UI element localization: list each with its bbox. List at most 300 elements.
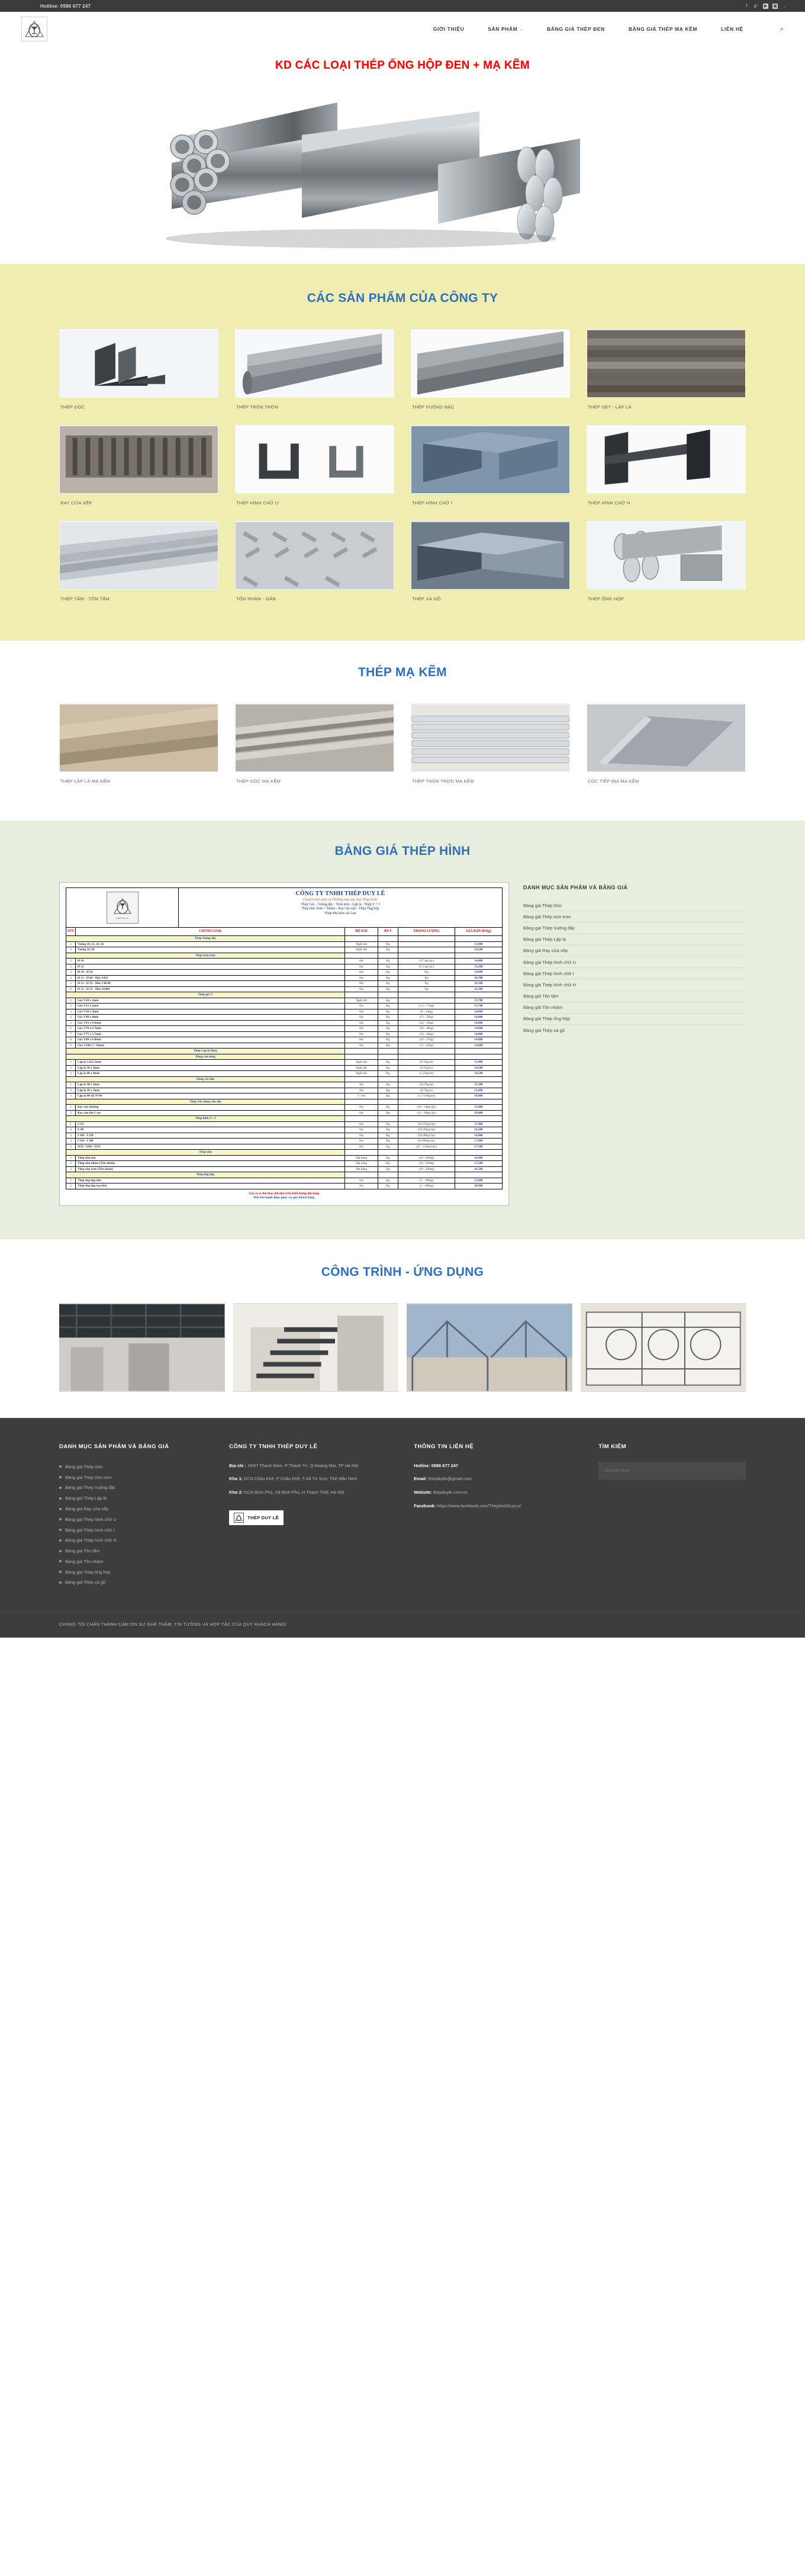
- price-cell: I150 - I200 - I250: [76, 1144, 345, 1150]
- price-sheet: [59, 882, 509, 1206]
- main-navigation[interactable]: [433, 25, 790, 33]
- price-cell: 6m: [345, 975, 378, 981]
- price-cell: 2: [66, 1161, 76, 1167]
- price-cell: 6m: [345, 959, 378, 964]
- price-table: [66, 927, 503, 1189]
- price-cell: [378, 1116, 398, 1122]
- bullet-icon: [59, 1581, 62, 1584]
- price-cell: [398, 1054, 455, 1060]
- bullet-icon: [59, 1550, 62, 1552]
- price-cell: Kg: [378, 1105, 398, 1111]
- footer-catalog-item[interactable]: [59, 1472, 214, 1482]
- footer-catalog-item[interactable]: [59, 1535, 214, 1546]
- nav-item-lien-he[interactable]: [721, 26, 743, 32]
- price-group-row: [66, 1172, 503, 1178]
- price-cell: Góc V70 x 6-7mm: [76, 1026, 345, 1032]
- price-sidebar-item[interactable]: Bảng giá Thép Vuông đặc: [523, 922, 746, 934]
- galvanized-thumbnail: [411, 703, 570, 772]
- price-group-row: [66, 1054, 503, 1060]
- price-cell: 1: [66, 1121, 76, 1127]
- footer-catalog-list[interactable]: [59, 1462, 214, 1588]
- price-cell: Kg: [378, 1065, 398, 1071]
- price-cell: Kg: [378, 1004, 398, 1009]
- price-cell: 6m: [345, 1133, 378, 1139]
- footer-company-column: [229, 1443, 398, 1588]
- price-cell: 9: [66, 1043, 76, 1049]
- price-group-row: [66, 936, 503, 942]
- price-cell: 4: [66, 1015, 76, 1021]
- footer-facebook-label: Facebook:: [414, 1503, 436, 1509]
- product-label: THÉP XÀ GỒ: [412, 596, 441, 602]
- price-cell: [455, 1172, 503, 1178]
- price-cell: 6m: [345, 1110, 378, 1116]
- price-cell: 6m: [345, 986, 378, 992]
- footer-catalog-label: Bảng giá Tôn nhám: [65, 1558, 104, 1564]
- product-thumbnail: [235, 521, 394, 590]
- price-cell: Lập là 1.8x2.5mm: [76, 1060, 345, 1066]
- price-cell: [398, 1150, 455, 1156]
- footer-facebook: [414, 1502, 583, 1510]
- price-cell: Lập là 40 tới 70-80: [76, 1094, 345, 1099]
- price-cell: Kg: [378, 1127, 398, 1133]
- price-cell: (10 - 14kg/cây): [398, 1105, 455, 1111]
- footer-catalog-label: Bảng giá Thép tròn trơn: [65, 1474, 112, 1480]
- product-card[interactable]: [59, 521, 218, 602]
- footer-kho1: [229, 1475, 398, 1483]
- price-cell: 16,500: [455, 1166, 503, 1172]
- price-cell: Kg: [378, 1178, 398, 1184]
- price-cell: Kg: [378, 1060, 398, 1066]
- footer-company-title: CÔNG TY TNHH THÉP DUY LÊ: [229, 1443, 318, 1450]
- footer-catalog-item[interactable]: [59, 1493, 214, 1504]
- nav-item-gioi-thieu[interactable]: [433, 26, 464, 32]
- price-cell: Kg: [378, 1094, 398, 1099]
- col-do-dai: ĐỘ DÀI: [345, 928, 378, 936]
- footer-kho2-value: KCN Bình Phú, Xã Bình Phú, H Thạch Thất, Hà Nội: [244, 1489, 344, 1495]
- footer-catalog-label: Bảng giá Thép hình chữ I: [65, 1527, 115, 1533]
- price-cell: Kg: [398, 970, 455, 976]
- price-row: [66, 1110, 503, 1116]
- price-cell: (10 - 200kg): [398, 1161, 455, 1167]
- price-cell: 3: [66, 1009, 76, 1015]
- price-cell: [378, 1172, 398, 1178]
- price-row: [66, 981, 503, 987]
- footer-hotline-label: Hotline:: [414, 1462, 430, 1468]
- footer-website-value[interactable]: thepduyle.com.vn: [433, 1489, 468, 1495]
- price-cell: Ø 12 - Ø 32 - Mác SS400: [76, 986, 345, 992]
- price-sheet-subtitle: Chuyên Sản xuất và Thương mại các loại Thép hình:: [302, 898, 378, 902]
- bullet-icon: [59, 1476, 62, 1478]
- price-cell: 15,000: [455, 1088, 503, 1094]
- footer-hotline: [414, 1462, 583, 1470]
- price-cell: 14,500: [455, 1065, 503, 1071]
- footer-catalog-label: Bảng giá Thép hình chữ H: [65, 1538, 117, 1543]
- price-cell: 4: [66, 975, 76, 981]
- rss-icon[interactable]: ◞: [784, 4, 785, 8]
- price-cell: [345, 1049, 378, 1054]
- product-thumbnail: [59, 329, 218, 398]
- galvanized-card[interactable]: [587, 703, 746, 784]
- price-section-title: BẢNG GIÁ THÉP HÌNH: [334, 844, 471, 858]
- galvanized-card[interactable]: [411, 703, 570, 784]
- price-cell: Kg: [378, 941, 398, 947]
- price-cell: Kg: [378, 1161, 398, 1167]
- price-cell: 1: [66, 1060, 76, 1066]
- price-cell: Ray cửa thường: [76, 1105, 345, 1111]
- price-cell: 15,000: [455, 1105, 503, 1111]
- footer-facebook-value[interactable]: https://www.facebook.com/ThephinhDuyLe/: [437, 1503, 521, 1509]
- price-row: [66, 1178, 503, 1184]
- footer-catalog-item[interactable]: [59, 1556, 214, 1567]
- footer-hotline-value: 0986 677 247: [431, 1462, 458, 1468]
- price-cell: [398, 1099, 455, 1105]
- product-label: THÉP VUÔNG ĐẶC: [412, 404, 455, 410]
- price-sidebar-item[interactable]: Bảng giá Ray cửa xếp: [523, 946, 746, 957]
- price-cell: 2: [66, 1088, 76, 1094]
- galvanized-section-title: THÉP MẠ KẼM: [358, 665, 447, 679]
- col-gia-ban: GIÁ BÁN (Đ/kg): [455, 928, 503, 936]
- price-cell: Kg: [378, 981, 398, 987]
- price-sidebar-item[interactable]: Bảng giá Thép ống hộp: [523, 1014, 746, 1025]
- product-thumbnail: [587, 425, 746, 494]
- price-group-label: Thép tấm: [66, 1150, 345, 1156]
- price-cell: 6m: [345, 1037, 378, 1043]
- price-cell: (24 - 33kg): [398, 1020, 455, 1026]
- site-logo[interactable]: [21, 17, 47, 41]
- price-cell: Vuông 18, 20: [76, 947, 345, 953]
- price-cell: 13,800: [455, 941, 503, 947]
- price-group-label: Thép Xây dựng vằn xếp: [66, 1099, 345, 1105]
- price-cell: [398, 992, 455, 998]
- price-cell: [455, 953, 503, 959]
- projects-section: [0, 1239, 805, 1392]
- footer-catalog-item[interactable]: [59, 1525, 214, 1535]
- price-cell: Kg: [398, 986, 455, 992]
- price-sheet-note-2: Rất hân hạnh được phục vụ quý khách hàng: [253, 1195, 315, 1199]
- price-cell: Kg: [378, 1082, 398, 1088]
- product-card[interactable]: [411, 521, 570, 602]
- footer-email-label: Email:: [414, 1476, 427, 1482]
- price-cell: (47 - 150kg/cây): [398, 1144, 455, 1150]
- price-row: [66, 1133, 503, 1139]
- price-cell: (5.5 - 7.5kg): [398, 1004, 455, 1009]
- footer-catalog-item[interactable]: [59, 1514, 214, 1525]
- nav-item-san-pham[interactable]: [488, 26, 523, 32]
- galvanized-card[interactable]: [59, 703, 218, 784]
- price-cell: Kg: [378, 970, 398, 976]
- price-row: [66, 1026, 503, 1032]
- bullet-icon: [59, 1529, 62, 1531]
- price-cell: 18,700: [455, 975, 503, 981]
- price-cell: 14,800: [455, 1037, 503, 1043]
- price-cell: (13 - 18kg/cây): [398, 1110, 455, 1116]
- price-row: [66, 1037, 503, 1043]
- price-cell: 14,000: [455, 1015, 503, 1021]
- price-cell: Ngắn dài: [345, 1065, 378, 1071]
- price-cell: [345, 953, 378, 959]
- footer-catalog-item[interactable]: [59, 1482, 214, 1493]
- price-row: [66, 1043, 503, 1049]
- price-cell: 16,200: [455, 1127, 503, 1133]
- footer-catalog-item[interactable]: [59, 1504, 214, 1514]
- galvanized-label: THÉP TRÒN TRƠN MẠ KẼM: [412, 779, 474, 784]
- product-card[interactable]: [59, 329, 218, 410]
- top-bar: [0, 0, 805, 12]
- price-cell: 1: [66, 1105, 76, 1111]
- price-cell: Vuông 10, 12, 14, 16: [76, 941, 345, 947]
- product-thumbnail: [411, 425, 570, 494]
- price-cell: 6m: [345, 981, 378, 987]
- price-cell: 6m: [345, 1178, 378, 1184]
- footer-catalog-item[interactable]: [59, 1462, 214, 1472]
- bullet-icon: [59, 1497, 62, 1500]
- product-thumbnail: [59, 521, 218, 590]
- price-cell: (34-46kg/cây): [398, 1133, 455, 1139]
- footer-catalog-label: Bảng giá Thép ống hộp: [65, 1569, 111, 1575]
- price-group-row: [66, 1150, 503, 1156]
- price-cell: 1: [66, 998, 76, 1004]
- nav-item-bang-gia-thep-den[interactable]: [547, 26, 605, 32]
- product-card[interactable]: [59, 425, 218, 506]
- galvanized-section: [0, 641, 805, 821]
- footer-catalog-label: Bảng giá Thép Lập là: [65, 1496, 107, 1501]
- price-cell: [398, 1116, 455, 1122]
- product-card[interactable]: [587, 329, 746, 410]
- price-sidebar-item[interactable]: Bảng giá Tôn tấm: [523, 991, 746, 1002]
- price-cell: (1.3-3.8kg/m): [398, 1094, 455, 1099]
- price-cell: (43 - 57kg): [398, 1037, 455, 1043]
- footer-catalog-item[interactable]: [59, 1567, 214, 1577]
- price-cell: Kg: [378, 1037, 398, 1043]
- price-cell: (0.7kg/m): [398, 1088, 455, 1094]
- nav-item-bang-gia-thep-ma-kem[interactable]: [629, 26, 697, 32]
- price-cell: 16,000: [455, 1133, 503, 1139]
- price-cell: 13,700: [455, 998, 503, 1004]
- price-cell: Kg: [378, 1009, 398, 1015]
- product-label: THÉP TẤM - TÔN TẤM: [60, 596, 110, 602]
- price-cell: [378, 1150, 398, 1156]
- footer-catalog-item[interactable]: [59, 1546, 214, 1556]
- price-cell: 6: [66, 986, 76, 992]
- youtube-icon[interactable]: ▶: [764, 4, 768, 8]
- chevron-down-icon: ⌄: [520, 27, 523, 31]
- price-row: [66, 986, 503, 992]
- footer-email-value[interactable]: thepduyle@gmail.com: [428, 1476, 472, 1482]
- product-thumbnail: [587, 329, 746, 398]
- price-cell: Ngắn dài: [345, 1071, 378, 1077]
- project-thumbnail[interactable]: [407, 1303, 572, 1392]
- price-sidebar-list[interactable]: [523, 900, 746, 1035]
- price-cell: (0.47kg/m): [398, 1082, 455, 1088]
- price-row: [66, 1009, 503, 1015]
- price-sidebar-item[interactable]: Bảng giá Thép hình chữ U: [523, 957, 746, 968]
- price-cell: Kg: [378, 986, 398, 992]
- footer-address-value: 194/7 Thanh Đàm, P Thanh Trì, Q Hoàng Mai, TP Hà Nội: [247, 1462, 359, 1468]
- product-card[interactable]: [235, 521, 394, 602]
- price-cell: 9m: [345, 1082, 378, 1088]
- price-row: [66, 1020, 503, 1026]
- price-cell: Góc V20 x 2mm: [76, 998, 345, 1004]
- price-cell: Kg: [398, 981, 455, 987]
- price-sidebar-item[interactable]: Bảng giá Thép Lập là: [523, 934, 746, 946]
- product-card[interactable]: [235, 425, 394, 506]
- social-links: [744, 4, 797, 9]
- price-cell: 14,000: [455, 1009, 503, 1015]
- price-cell: 8: [66, 1037, 76, 1043]
- price-cell: Lập là 30 x 3mm: [76, 1065, 345, 1071]
- price-row: [66, 1127, 503, 1133]
- price-sheet-line: Thép Góc - Vuông đặc - Tròn trơn - Lập là - Thép U + I: [301, 902, 380, 906]
- price-sidebar-item[interactable]: Bảng giá Thép hình chữ H: [523, 979, 746, 990]
- price-sheet-logo-label: THÉP DUY LÊ: [115, 916, 129, 919]
- price-cell: Kg: [378, 1026, 398, 1032]
- footer-website: [414, 1488, 583, 1497]
- price-cell: [378, 953, 398, 959]
- product-thumbnail: [411, 521, 570, 590]
- price-cell: Kg: [378, 1139, 398, 1144]
- price-cell: 16,300: [455, 981, 503, 987]
- price-cell: [398, 1049, 455, 1054]
- footer-address-label: Địa chỉ :: [229, 1462, 246, 1468]
- price-row: [66, 1144, 503, 1150]
- price-cell: [455, 1116, 503, 1122]
- footer-contact-column: [414, 1443, 583, 1588]
- product-card[interactable]: [587, 521, 746, 602]
- price-group-label: Thép góc V: [66, 992, 345, 998]
- price-cell: Kg: [378, 1031, 398, 1037]
- price-cell: [398, 1172, 455, 1178]
- product-label: THÉP GÓC: [60, 404, 85, 410]
- price-row: [66, 964, 503, 970]
- product-card[interactable]: [411, 425, 570, 506]
- footer-catalog-item[interactable]: [59, 1577, 214, 1588]
- price-cell: 6m: [345, 1105, 378, 1111]
- nav-label: LIÊN HỆ: [721, 26, 743, 32]
- product-label: TÔN NHÁM - GÂN: [236, 596, 276, 602]
- price-cell: 15,000: [455, 1060, 503, 1066]
- price-sidebar-item[interactable]: Bảng giá Thép tròn trơn: [523, 911, 746, 922]
- price-cell: 14,800: [455, 1043, 503, 1049]
- price-cell: (56-80kg/cây): [398, 1139, 455, 1144]
- price-cell: [345, 992, 378, 998]
- price-table-header-row: [66, 928, 503, 936]
- price-group-row: [66, 1099, 503, 1105]
- price-row: [66, 998, 503, 1004]
- bullet-icon: [59, 1571, 62, 1573]
- galvanized-card[interactable]: [235, 703, 394, 784]
- footer-kho2: [229, 1488, 398, 1497]
- price-section: [0, 821, 805, 1239]
- price-sidebar-item[interactable]: Bảng giá Thép xà gồ: [523, 1027, 565, 1033]
- price-cell: Góc V30 x 3mm: [76, 1009, 345, 1015]
- nav-label: SẢN PHẨM: [488, 26, 518, 32]
- product-label: RAY CỬA XẾP: [60, 500, 92, 506]
- hero-title: KD CÁC LOẠI THÉP ỐNG HỘP ĐEN + MẠ KẼM: [275, 59, 530, 72]
- products-grid: [59, 329, 746, 617]
- price-cell: 2: [66, 964, 76, 970]
- footer-catalog-column: [59, 1443, 214, 1588]
- price-sheet-header: [66, 887, 503, 927]
- projects-grid: [59, 1303, 746, 1392]
- price-cell: [455, 1076, 503, 1082]
- project-thumbnail[interactable]: [59, 1303, 225, 1392]
- price-cell: [398, 953, 455, 959]
- price-cell: Thép tấm trơn (Tôn nhám): [76, 1166, 345, 1172]
- price-sidebar-item[interactable]: Bảng giá Tôn nhám: [523, 1002, 746, 1014]
- price-cell: 14,200: [455, 964, 503, 970]
- price-cell: (0.35kg/m): [398, 1060, 455, 1066]
- price-row: [66, 1166, 503, 1172]
- site-header: [0, 12, 805, 46]
- price-cell: (13 - 23kg): [398, 1015, 455, 1021]
- instagram-icon[interactable]: ▣: [773, 4, 777, 8]
- price-group-row: [66, 1076, 503, 1082]
- price-cell: [378, 1049, 398, 1054]
- price-cell: Kg: [378, 1020, 398, 1026]
- price-cell: Kg: [378, 1071, 398, 1077]
- price-cell: 14,200: [455, 947, 503, 953]
- price-cell: 18,000: [455, 1155, 503, 1161]
- hero-image: [107, 76, 698, 259]
- footer-catalog-label: Bảng giá Ray cửa xếp: [65, 1506, 109, 1512]
- project-thumbnail[interactable]: [233, 1303, 399, 1392]
- price-cell: 6m: [345, 1015, 378, 1021]
- price-cell: (10 - 200kg): [398, 1155, 455, 1161]
- price-cell: 6m: [345, 1139, 378, 1144]
- footer-search-input[interactable]: [598, 1462, 746, 1480]
- price-cell: 14,400: [455, 959, 503, 964]
- price-group-row: [66, 953, 503, 959]
- product-card[interactable]: [235, 329, 394, 410]
- product-card[interactable]: [411, 329, 570, 410]
- bullet-icon: [59, 1560, 62, 1562]
- site-footer: [0, 1418, 805, 1638]
- price-cell: (26-37kg/cây): [398, 1121, 455, 1127]
- price-cell: 14,800: [455, 1026, 503, 1032]
- price-cell: 6m: [345, 1127, 378, 1133]
- price-sidebar-item[interactable]: Bảng giá Thép hình chữ I: [523, 968, 746, 979]
- price-cell: Góc V75 x 5-7mm: [76, 1031, 345, 1037]
- footer-catalog-label: Bảng giá Tôn tấm: [65, 1548, 100, 1554]
- footer-kho1-label: Kho 1:: [229, 1476, 243, 1482]
- google-plus-icon[interactable]: g⁺: [754, 4, 759, 8]
- price-cell: Kg: [378, 1121, 398, 1127]
- price-cell: (30 - 40kg): [398, 1026, 455, 1032]
- price-cell: Ø 14 - Ø 24: [76, 970, 345, 976]
- search-icon[interactable]: ⌕: [780, 25, 784, 33]
- price-cell: 6m: [345, 1043, 378, 1049]
- product-label: THÉP HÌNH CHỮ I: [412, 500, 453, 506]
- project-thumbnail[interactable]: [581, 1303, 746, 1392]
- facebook-icon[interactable]: f: [746, 4, 748, 8]
- product-card[interactable]: [587, 425, 746, 506]
- price-cell: [455, 1099, 503, 1105]
- brand-logo-text: THÉP DUY LÊ: [247, 1514, 279, 1520]
- price-cell: Ray cửa tôn I cao: [76, 1110, 345, 1116]
- price-cell: 3: [66, 1071, 76, 1077]
- price-cell: [398, 947, 455, 953]
- price-sidebar-item[interactable]: Bảng giá Thép Góc: [523, 900, 746, 911]
- price-cell: Kg: [378, 975, 398, 981]
- price-cell: Kg: [378, 1110, 398, 1116]
- price-cell: [455, 1054, 503, 1060]
- price-cell: 6m: [345, 1144, 378, 1150]
- price-cell: 14,800: [455, 1031, 503, 1037]
- price-cell: [378, 1076, 398, 1082]
- price-cell: 7: [66, 1031, 76, 1037]
- footer-kho1-value: KCN Châu Khê, P Châu Khê, T.Xã Từ Sơn, Tỉnh Bắc Ninh.: [244, 1476, 359, 1482]
- price-cell: Dạt băng: [345, 1166, 378, 1172]
